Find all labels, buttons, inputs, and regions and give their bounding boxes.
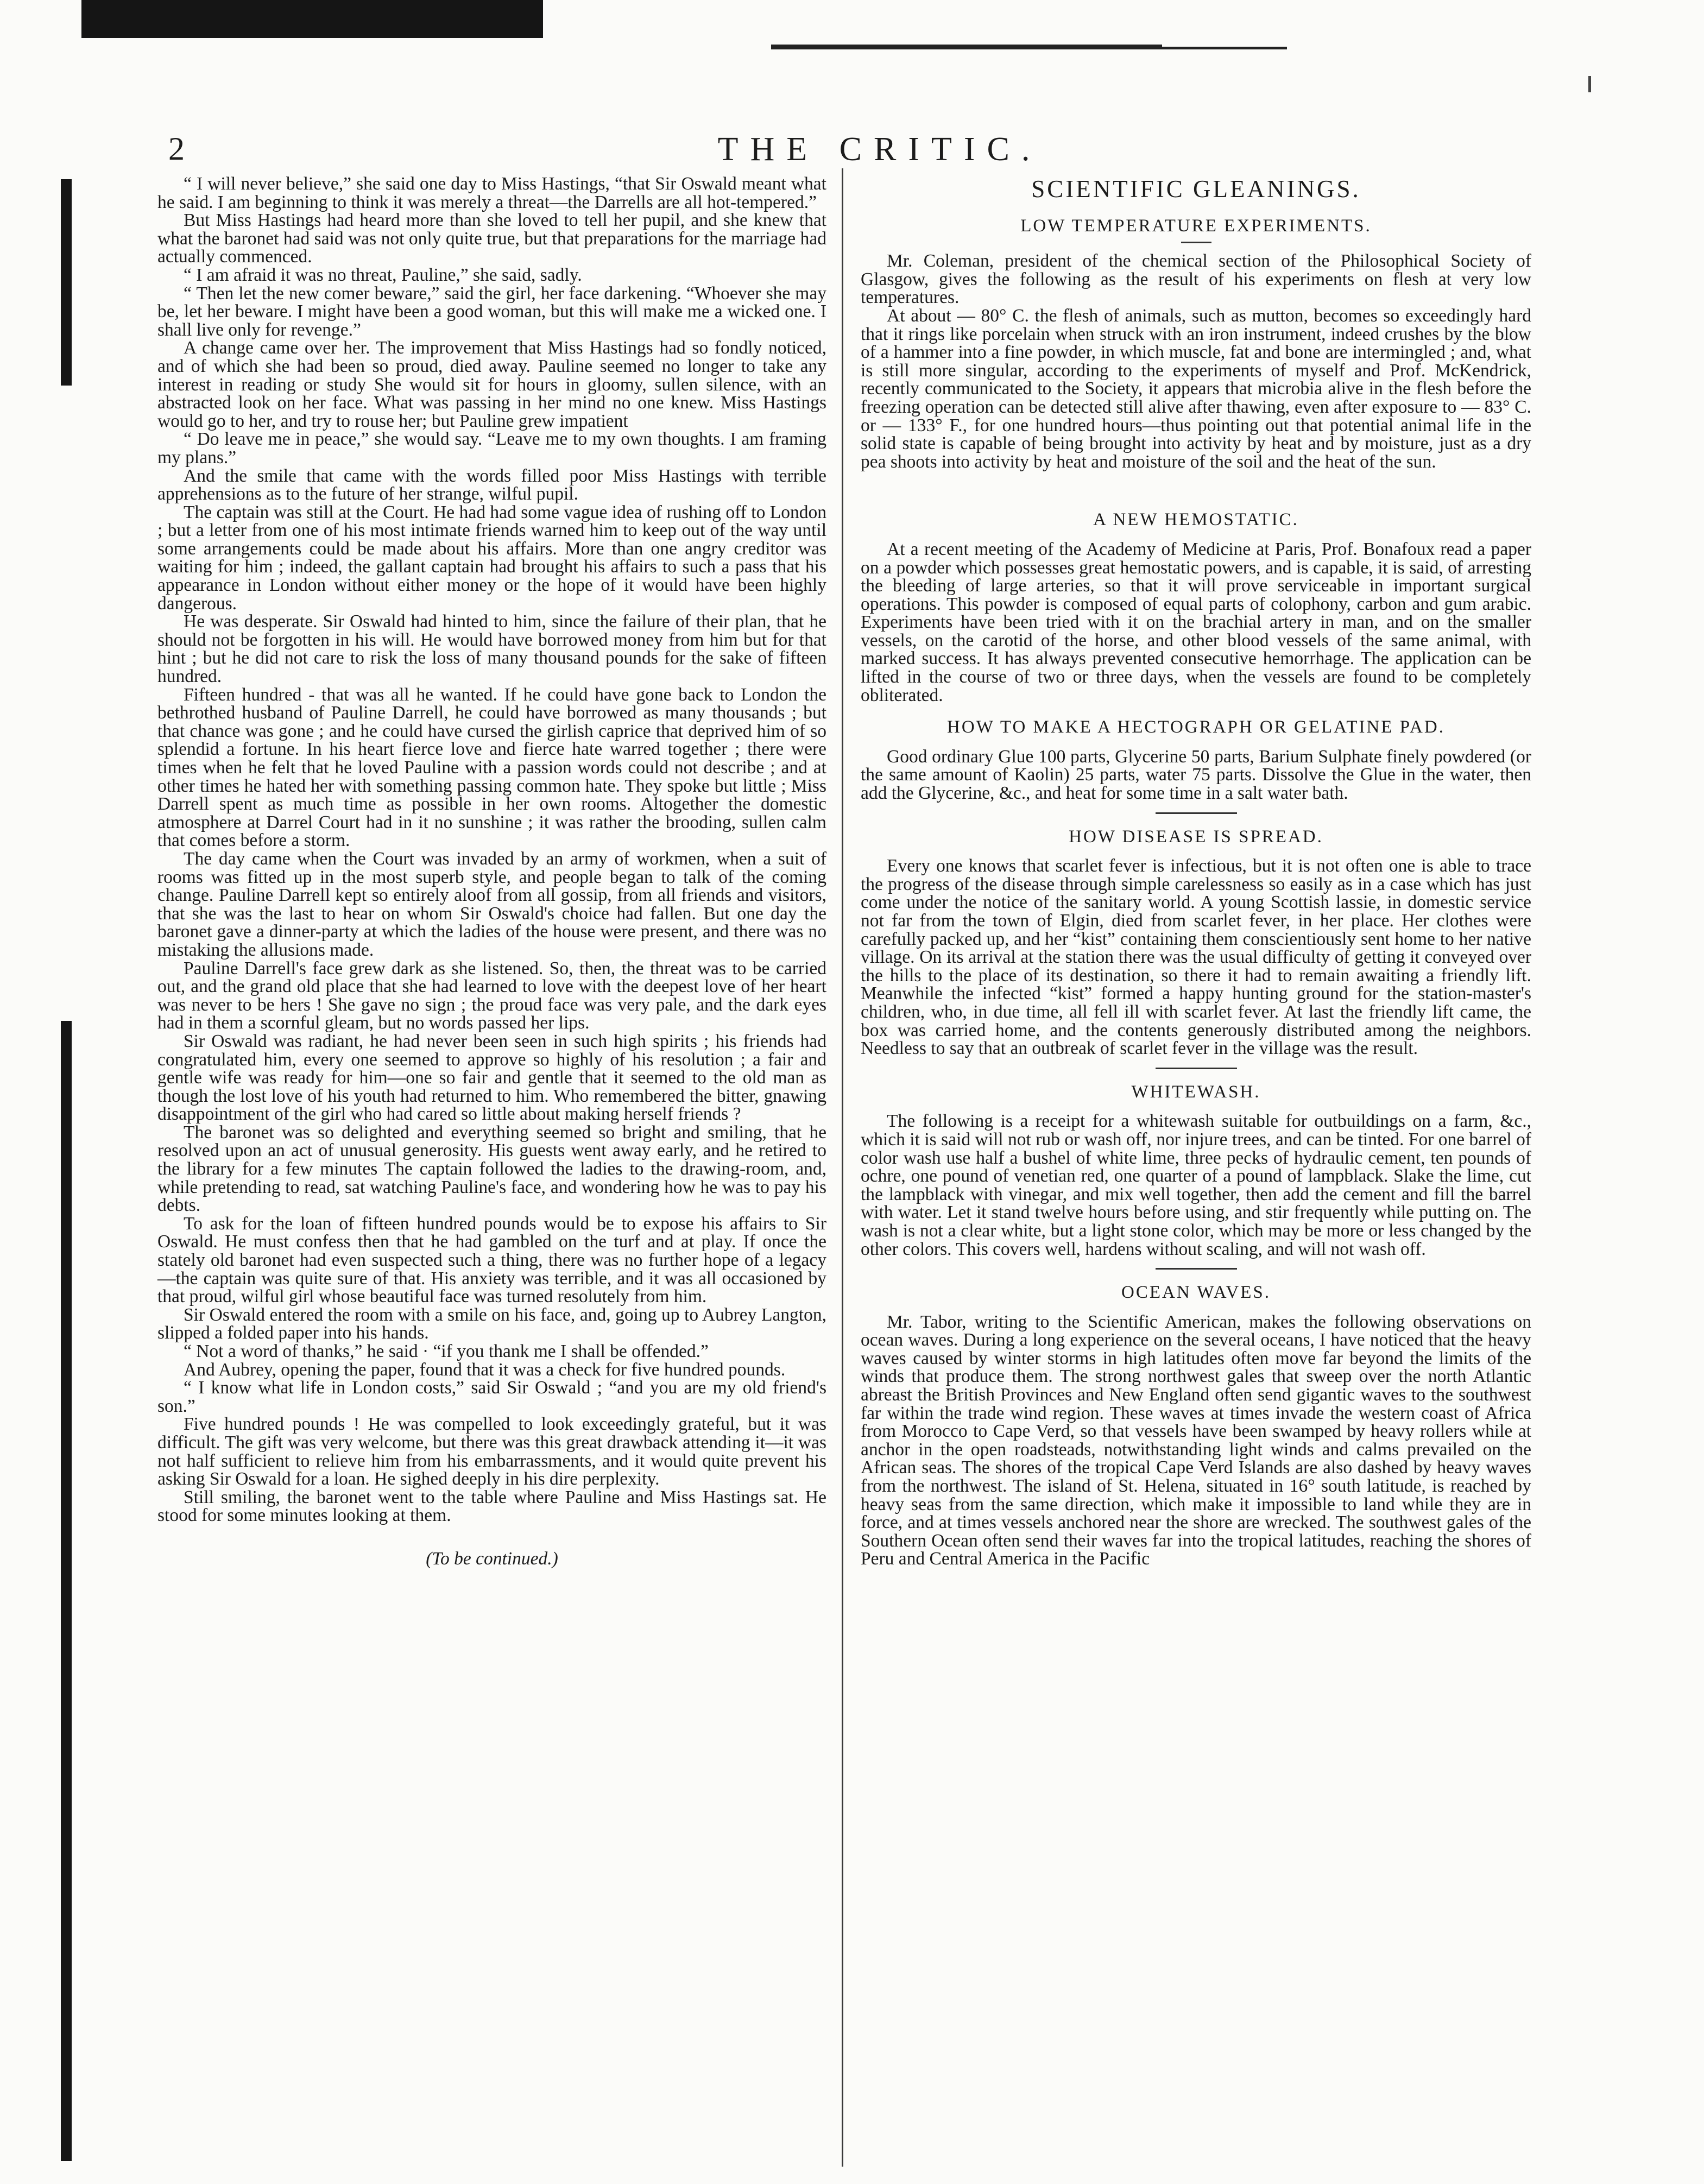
page-number: 2 xyxy=(168,131,185,167)
scan-artifact-mark xyxy=(771,45,1162,49)
story-paragraph: “ Not a word of thanks,” he said · “if you thank me I shall be offended.” xyxy=(184,1341,709,1361)
section-separator xyxy=(1156,1068,1237,1069)
to-be-continued-note: (To be continued.) xyxy=(426,1548,558,1569)
story-paragraph: And Aubrey, opening the paper, found that it was a check for five hundred pounds. xyxy=(184,1359,786,1380)
scan-artifact-bar xyxy=(81,0,543,38)
story-paragraph: A change came over her. The improvement that Miss Hastings had so fondly noticed, and of which she had been so proud, died away. Pauline seemed no longer to take any interest in reading or study She would sit for hours in gloomy, sullen silence, with an abstracted look on her face. What was passing in her mind no one knew. Miss Hastings would go to her, and try to rouse her; but Pauline grew impatient xyxy=(157,338,826,431)
story-paragraph: The day came when the Court was invaded by an army of workmen, when a suit of rooms was fitted up in the most superb style, and people began to talk of the coming change. Pauline Darrell kept so entirely aloof from all gossip, from all friends and visitors, that she was the last to hear on whom Sir Oswald's choice had fallen. But one day the baronet gave a dinner-party at which the ladies of the house were present, and there was no mistaking the allusions made. xyxy=(157,848,826,960)
article-paragraph: Good ordinary Glue 100 parts, Glycerine 50 parts, Barium Sulphate finely powdered (or the same amount of Kaolin) 25 parts, water 75 parts. Dissolve the Glue in the water, then add the Glycerine, &c., and heat for some time in a salt water bath. xyxy=(861,746,1531,804)
page-header xyxy=(157,130,1602,168)
story-paragraph: Fifteen hundred - that was all he wanted. If he could have gone back to London the bethrothed husband of Pauline Darrell, he could have borrowed as many thousands ; but that chance was gone ; and he could have cursed the girlish caprice that deprived him of so splendid a fortune. In his heart fierce love and fierce hate warred together ; there were times when he felt that he loved Pauline with a passion words could not describe ; and at other times he hated her with something passing common hate. They spoke but little ; Miss Darrell spent as much time as possible in her own rooms. Altogether the domestic atmosphere at Darrel Court had in it no sunshine ; it was rather the brooding, sullen calm that comes before a storm. xyxy=(157,684,826,851)
page-edge-stroke xyxy=(61,1021,72,2161)
scan-artifact-mark xyxy=(1162,47,1287,49)
article-title: LOW TEMPERATURE EXPERIMENTS. xyxy=(1020,216,1372,236)
story-paragraph: Still smiling, the baronet went to the table where Pauline and Miss Hastings sat. He stood for some minutes looking at them. xyxy=(157,1487,826,1526)
article-title: A NEW HEMOSTATIC. xyxy=(1093,510,1299,530)
column-divider xyxy=(842,168,843,2167)
story-paragraph: To ask for the loan of fifteen hundred pounds would be to expose his affairs to Sir Oswald. He must confess then that he had gambled on the turf and at play. If once the stately old baronet had even suspected such a thing, there was no further hope of a legacy—the captain was quite sure of that. His anxiety was terrible, and it was all occasioned by that proud, wilful girl whose beautiful face was turned resolutely from him. xyxy=(157,1213,826,1307)
story-paragraph: “ I know what life in London costs,” said Sir Oswald ; “and you are my old friend's son.” xyxy=(157,1378,826,1416)
story-paragraph: The baronet was so delighted and everything seemed so bright and smiling, that he resolved upon an act of unusual generosity. His guests went away early, and he retired to the library for a few minutes The captain followed the ladies to the drawing-room, and, while pretending to read, sat watching Pauline's face, and wondering how he was to pay his debts. xyxy=(157,1122,826,1216)
story-paragraph: He was desperate. Sir Oswald had hinted to him, since the failure of their plan, that he should not be forgotten in his will. He would have borrowed money from him but for that hint ; but he did not care to risk the loss of many thousand pounds for the sake of fifteen hundred. xyxy=(157,611,826,687)
section-title: SCIENTIFIC GLEANINGS. xyxy=(1031,175,1361,203)
story-paragraph: But Miss Hastings had heard more than she loved to tell her pupil, and she knew that what the baronet had said was not only quite true, but that preparations for the marriage had actually commenced. xyxy=(157,210,826,267)
publication-title: THE CRITIC. xyxy=(717,131,1042,168)
story-paragraph: Sir Oswald was radiant, he had never been seen in such high spirits ; his friends had congratulated him, every one seemed to approve so highly of his resolution ; a fair and gentle wife was ready for him—one so fair and gentle that it seemed to the old man as though the lost love of his youth had returned to him. Who remembered the bitter, gnawing disappointment of the girl who had cared so little about making herself friends ? xyxy=(157,1031,826,1125)
article-title: OCEAN WAVES. xyxy=(1121,1283,1271,1303)
article-paragraph: Mr. Tabor, writing to the Scientific American, makes the following observations on ocean waves. During a long experience on the several oceans, I have noticed that the heavy waves caused by winter storms in high latitudes often move far beyond the limits of the winds that produce them. The strong northwest gales that sweep over the north Atlantic abreast the British Provinces and New England often send gigantic waves to the southwest far within the trade wind region. These waves at times invade the western coast of Africa from Morocco to Cape Verd, so that vessels have been swamped by heavy rollers while at anchor in the open roadsteads, notwithstanding light winds and calms prevailed on the African seas. The shores of the tropical Cape Verd Islands are also dashed by heavy waves from the northwest. The island of St. Helena, situated in 16° south latitude, is reached by heavy seas from the same direction, which make it impossible to land while they are in force, and at times vessels anchored near the shore are wrecked. The southwest gales of the Southern Ocean often send their waves far into the tropical latitudes, reaching the shores of Peru and Central America in the Pacific xyxy=(861,1311,1531,1569)
article-paragraph: At about — 80° C. the flesh of animals, such as mutton, becomes so exceedingly hard that it rings like porcelain when struck with an iron instrument, indeed crushes by the blow of a hammer into a fine powder, in which muscle, fat and bone are intermingled ; and, what is still more singular, according to the experiments of myself and Prof. McKendrick, recently communicated to the Society, it appears that microbia alive in the flesh before the freezing operation can be detected still alive after thawing, even after exposure to — 83° C. or — 133° F., for one hundred hours—thus pointing out that potential animal life in the solid state is capable of being brought into activity by heat and by moisture, just as a dry pea shoots into activity by heat and moisture of the soil and the heat of the sun. xyxy=(861,305,1531,472)
article-paragraph: At a recent meeting of the Academy of Medicine at Paris, Prof. Bonafoux read a paper on a powder which possesses great hemostatic powers, and is capable, it is said, of arresting the bleeding of large arteries, so that it will prove serviceable in important surgical operations. This powder is composed of equal parts of colophony, carbon and gum arabic. Experiments have been tried with it on the brachial artery in man, and on the smaller vessels, on the carotid of the horse, and other blood vessels of the same animal, with marked success. It has always prevented consecutive hemorrhage. The application can be lifted in the course of two or three days, when the vessels are found to be completely obliterated. xyxy=(861,539,1531,705)
story-paragraph: Sir Oswald entered the room with a smile on his face, and, going up to Aubrey Langton, slipped a folded paper into his hands. xyxy=(157,1304,826,1343)
scientific-gleanings-column xyxy=(861,175,1531,2173)
page-edge-stroke xyxy=(61,179,72,386)
article-paragraph: The following is a receipt for a whitewash suitable for outbuildings on a farm, &c., which it is said will not rub or wash off, nor injure trees, and can be tinted. For one barrel of color wash use half a bushel of white lime, three pecks of hydraulic cement, ten pounds of ochre, one pound of venetian red, one quarter of a pound of lampblack. Slake the lime, cut the lampblack with vinegar, and mix well together, then add the cement and fill the barrel with water. Let it stand twelve hours before using, and stir frequently while putting on. The wash is not a clear white, but a light stone color, which may be more or less changed by the other colors. This covers well, hardens without scaling, and will not wash off. xyxy=(861,1111,1531,1259)
serial-story-column xyxy=(157,175,826,2170)
section-separator xyxy=(1156,1268,1237,1270)
article-paragraph: Mr. Coleman, president of the chemical section of the Philosophical Society of Glasgow, gives the following as the result of his experiments on flesh at very low temperatures. xyxy=(861,251,1531,308)
scan-speck xyxy=(1588,76,1591,92)
story-paragraph: “ I am afraid it was no threat, Pauline,” she said, sadly. xyxy=(184,264,582,285)
story-paragraph: Pauline Darrell's face grew dark as she listened. So, then, the threat was to be carried out, and the grand old place that she had learned to love with the deepest love of her heart was never to be hers ! She gave no sign ; the proud face was very pale, and the dark eyes had in them a scornful gleam, but no words passed her lips. xyxy=(157,958,826,1033)
article-paragraph: Every one knows that scarlet fever is infectious, but it is not often one is able to trace the progress of the disease through simple carelessness so easily as in a case which has just come under the notice of the sanitary world. A young Scottish lassie, in domestic service not far from the town of Elgin, died from scarlet fever, in her place. Her clothes were carefully packed up, and her “kist” containing them conscientiously sent home to her native village. On its arrival at the station there was the usual difficulty of getting it conveyed over the hills to the place of its destination, so there it had to remain awaiting a friendly lift. Meanwhile the infected “kist” formed a happy hunting ground for the station-master's children, who, in due time, all fell ill with scarlet fever. At last the friendly lift came, the box was carried home, and the contents generously distributed among the neighbors. Needless to say that an outbreak of scarlet fever in the village was the result. xyxy=(861,856,1531,1059)
article-title: HOW TO MAKE A HECTOGRAPH OR GELATINE PAD. xyxy=(947,717,1445,737)
story-paragraph: “ Then let the new comer beware,” said the girl, her face darkening. “Whoever she may be, let her beware. I might have been a good woman, but this will make me a wicked one. I shall live only for revenge.” xyxy=(157,283,826,340)
story-paragraph: The captain was still at the Court. He had had some vague idea of rushing off to London ; but a letter from one of his most intimate friends warned him to keep out of the way until some arrangements could be made about his affairs. More than one angry creditor was waiting for him ; indeed, the gallant captain had brought his affairs to such a pass that his appearance in London without either money or the hope of it would have been highly dangerous. xyxy=(157,502,826,614)
article-title: HOW DISEASE IS SPREAD. xyxy=(1069,826,1323,847)
story-paragraph: Five hundred pounds ! He was compelled to look exceedingly grateful, but it was difficult. The gift was very welcome, but there was this great drawback attending it—it was not half sufficient to relieve him from his embarrassments, and it would quite prevent his asking Sir Oswald for a loan. He sighed deeply in his dire perplexity. xyxy=(157,1414,826,1489)
section-separator xyxy=(1156,812,1237,814)
article-title: WHITEWASH. xyxy=(1131,1082,1261,1102)
title-rule xyxy=(1181,242,1211,243)
story-paragraph: And the smile that came with the words filled poor Miss Hastings with terrible apprehensions as to the future of her strange, wilful pupil. xyxy=(157,465,826,504)
story-paragraph: “ Do leave me in peace,” she would say. “Leave me to my own thoughts. I am framing my plans.” xyxy=(157,429,826,468)
story-paragraph: “ I will never believe,” she said one day to Miss Hastings, “that Sir Oswald meant what he said. I am beginning to think it was merely a threat—the Darrells are all hot-tempered.” xyxy=(157,174,826,212)
